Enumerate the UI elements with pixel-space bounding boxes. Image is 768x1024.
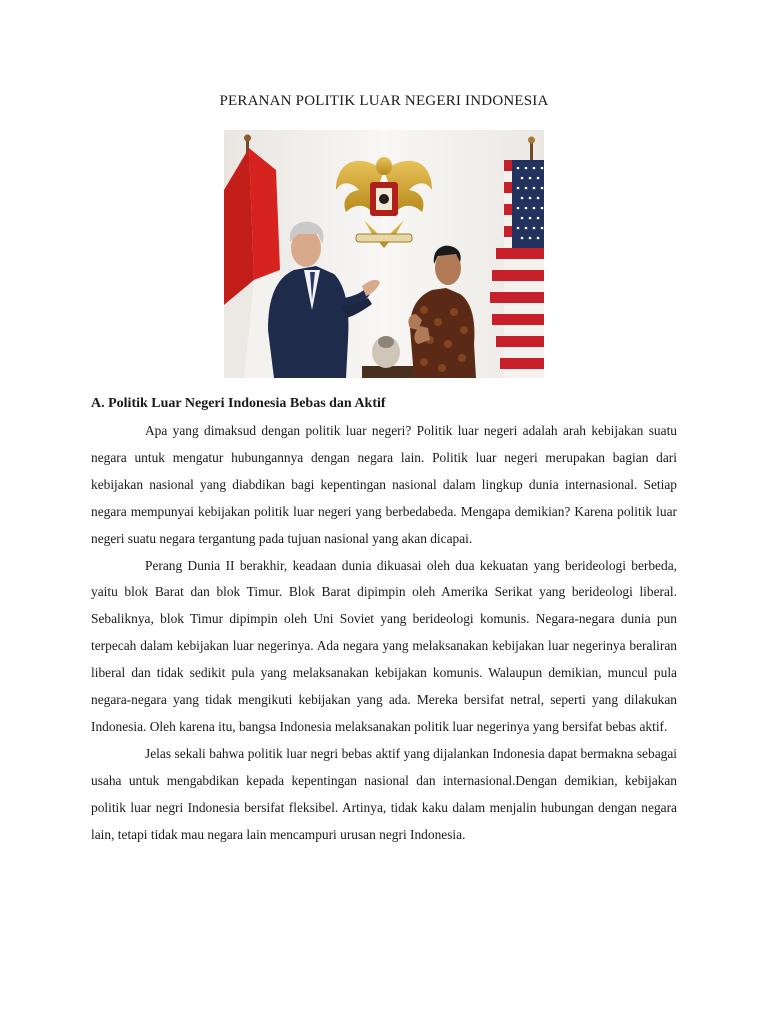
paragraph: Jelas sekali bahwa politik luar negri bebas aktif yang dijalankan Indonesia dapat bermakna sebagai usaha untuk mengabdikan kepada kepentingan nasional dan internasional.Dengan demikian, kebijakan politik luar negri Indonesia bersifat fleksibel. Artinya, tidak kaku dalam menjalin hubungan dengan negara lain, tetapi tidak mau negara lain mencampuri urusan negri Indonesia. bbox=[91, 745, 677, 842]
page-title: PERANAN POLITIK LUAR NEGERI INDONESIA bbox=[219, 93, 549, 109]
diplomatic-meeting-photo bbox=[224, 130, 544, 378]
section-heading: A. Politik Luar Negeri Indonesia Bebas dan Aktif bbox=[91, 396, 386, 411]
body-text bbox=[91, 418, 677, 849]
paragraph: Apa yang dimaksud dengan politik luar negeri? Politik luar negeri adalah arah kebijakan suatu negara untuk mengatur hubungannya dengan negara lain. Politik luar negeri merupakan bagian dari kebijakan nasional yang diabdikan bagi kepentingan nasional dalam lingkup dunia internasional. Setiap negara mempunyai kebijakan politik luar negeri yang berbedabeda. Mengapa demikian? Karena politik luar negeri suatu negara tergantung pada tujuan nasional yang akan dicapai. bbox=[91, 423, 677, 546]
paragraph: Perang Dunia II berakhir, keadaan dunia dikuasai oleh dua kekuatan yang berideologi berbeda, yaitu blok Barat dan blok Timur. Blok Barat dipimpin oleh Amerika Serikat yang berideologi liberal. Sebaliknya, blok Timur dipimpin oleh Uni Soviet yang berideologi komunis. Negara-negara dunia pun terpecah dalam kebijakan luar negerinya. Ada negara yang melaksanakan kebijakan luar negerinya beraliran liberal dan tidak sedikit pula yang melaksanakan kebijakan komunis. Walaupun demikian, muncul pula negara-negara yang tidak mengikuti kebijakan yang ada. Mereka bersifat netral, seperti yang dilakukan Indonesia. Oleh karena itu, bangsa Indonesia melaksanakan politik luar negerinya yang bersifat bebas aktif. bbox=[91, 557, 677, 734]
